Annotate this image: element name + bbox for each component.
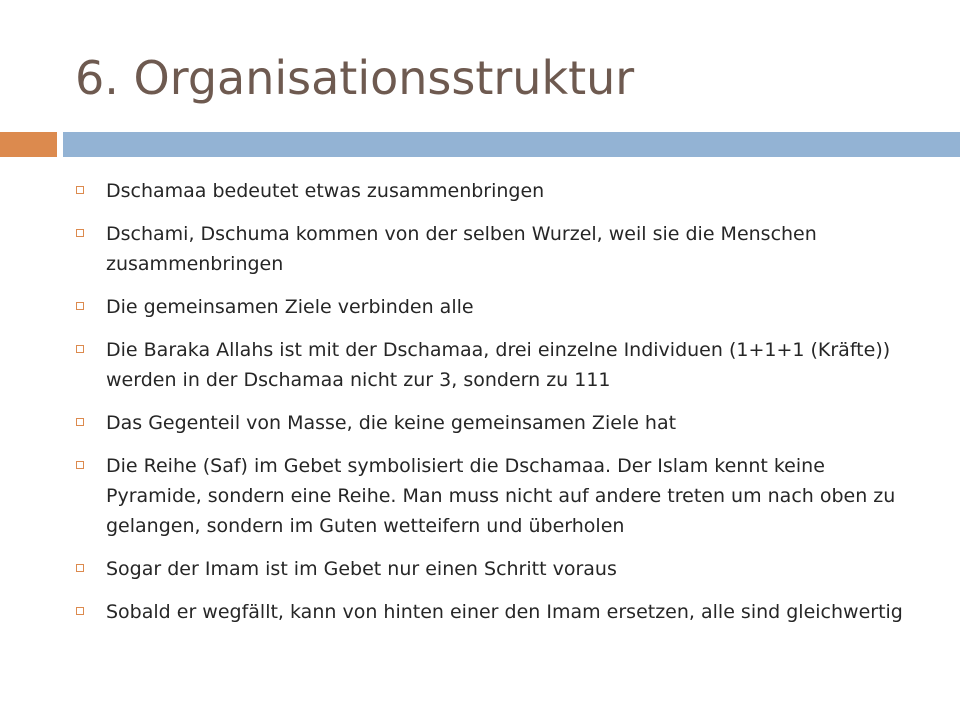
- bullet-item: [76, 554, 916, 584]
- bullet-text: Die gemeinsamen Ziele verbinden alle: [106, 296, 474, 318]
- bullet-item: [76, 292, 916, 322]
- bullet-item: [76, 219, 916, 279]
- square-outline-icon: [76, 302, 84, 310]
- square-outline-icon: [76, 186, 84, 194]
- square-outline-icon: [76, 461, 84, 469]
- bullet-item: [76, 451, 916, 541]
- bullet-text: Die Reihe (Saf) im Gebet symbolisiert die Dschamaa. Der Islam kennt keine Pyramide, sondern eine Reihe. Man muss nicht auf andere treten um nach oben zu gelangen, sondern im Guten wetteifern und überholen: [106, 455, 896, 537]
- bullet-item: [76, 176, 916, 206]
- square-outline-icon: [76, 345, 84, 353]
- bullet-item: [76, 335, 916, 395]
- square-outline-icon: [76, 564, 84, 572]
- bullet-text: Sobald er wegfällt, kann von hinten einer den Imam ersetzen, alle sind gleichwertig: [106, 601, 903, 623]
- bullet-item: [76, 408, 916, 438]
- title-underline-bar: [63, 132, 960, 157]
- bullet-text: Das Gegenteil von Masse, die keine gemeinsamen Ziele hat: [106, 412, 677, 434]
- title-accent-bar: [0, 132, 57, 157]
- square-outline-icon: [76, 229, 84, 237]
- bullet-text: Die Baraka Allahs ist mit der Dschamaa, drei einzelne Individuen (1+1+1 (Kräfte)) werden in der Dschamaa nicht zur 3, sondern zu 111: [106, 339, 891, 391]
- square-outline-icon: [76, 418, 84, 426]
- slide-title: 6. Organisationsstruktur: [75, 51, 635, 105]
- bullet-list: [76, 176, 916, 640]
- bullet-item: [76, 597, 916, 627]
- bullet-text: Dschamaa bedeutet etwas zusammenbringen: [106, 180, 545, 202]
- bullet-text: Dschami, Dschuma kommen von der selben Wurzel, weil sie die Menschen zusammenbringen: [106, 223, 817, 275]
- square-outline-icon: [76, 607, 84, 615]
- bullet-text: Sogar der Imam ist im Gebet nur einen Schritt voraus: [106, 558, 617, 580]
